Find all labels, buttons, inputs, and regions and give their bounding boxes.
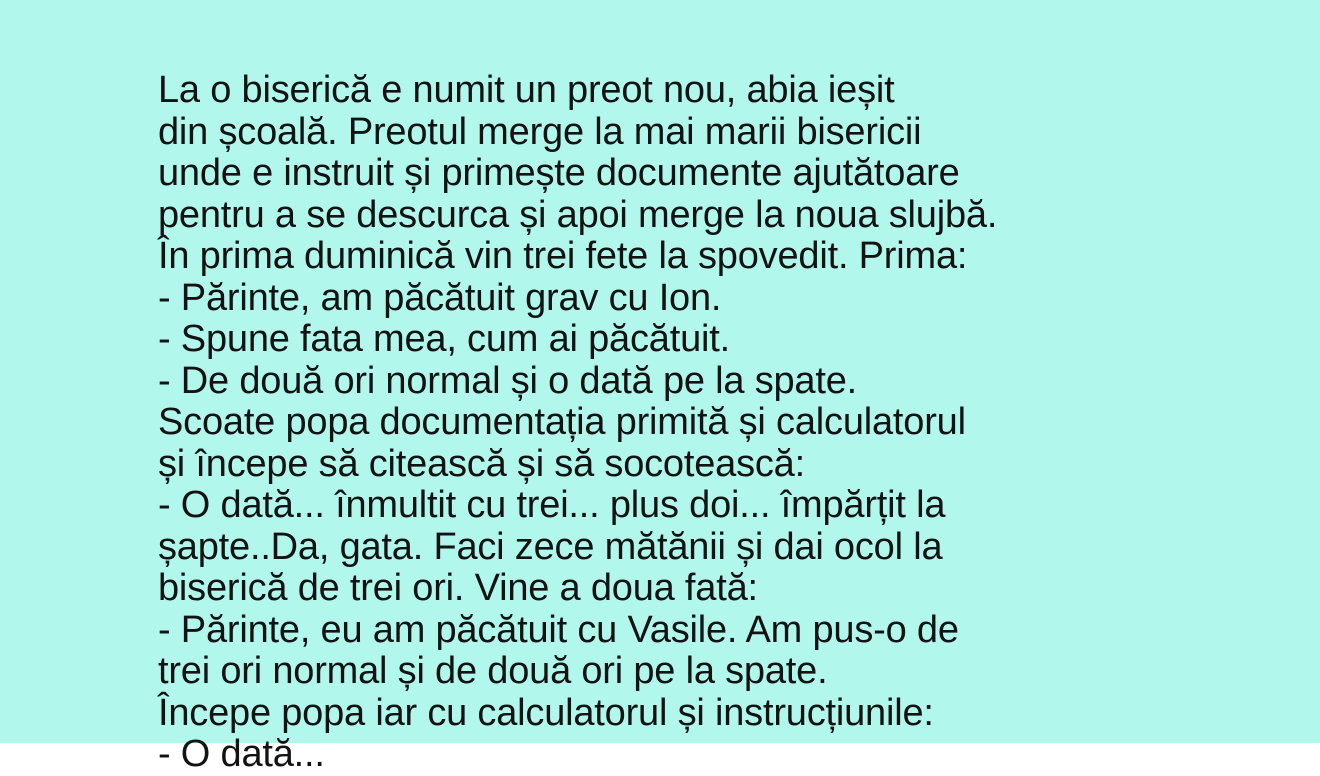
joke-line-9: Scoate popa documentația primită și calculatorul <box>158 401 966 443</box>
joke-line-4: pentru a se descurca și apoi merge la noua slujbă. <box>158 193 998 236</box>
joke-line-16: Începe popa iar cu calculatorul și instrucțiunile: <box>158 691 934 734</box>
joke-line-15: trei ori normal și de două ori pe la spate. <box>158 650 828 692</box>
joke-line-14: - Părinte, eu am păcătuit cu Vasile. Am pus-o de <box>158 608 959 651</box>
joke-line-17-clipped: - O dată... <box>158 733 325 775</box>
joke-line-5: În prima duminică vin trei fete la spovedit. Prima: <box>158 235 968 277</box>
joke-line-2: din școală. Preotul merge la mai marii bisericii <box>158 110 922 153</box>
joke-text-block <box>158 70 1198 776</box>
joke-line-3: unde e instruit și primește documente ajutătoare <box>158 152 960 194</box>
joke-line-7: - Spune fata mea, cum ai păcătuit. <box>158 318 730 360</box>
joke-line-11: - O dată... înmultit cu trei... plus doi... împărțit la <box>158 484 946 526</box>
joke-line-1: La o biserică e numit un preot nou, abia ieșit <box>158 69 895 111</box>
joke-line-12: șapte..Da, gata. Faci zece mătănii și dai ocol la <box>158 525 943 568</box>
joke-line-8: - De două ori normal și o dată pe la spate. <box>158 359 858 402</box>
joke-line-13: biserică de trei ori. Vine a doua fată: <box>158 567 758 609</box>
joke-line-6: - Părinte, am păcătuit grav cu Ion. <box>158 276 722 319</box>
joke-line-10: și începe să citească și să socotească: <box>158 442 805 485</box>
